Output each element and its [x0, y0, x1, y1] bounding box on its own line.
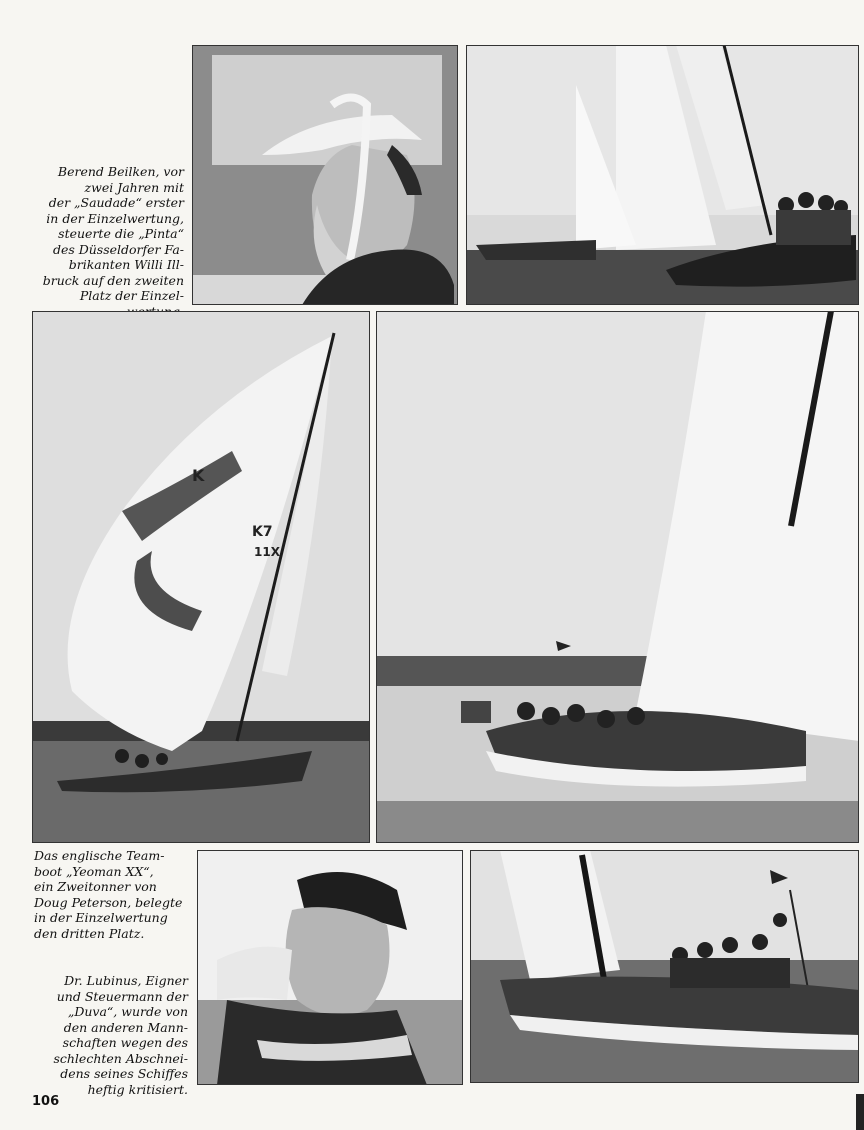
caption-beilken: Berend Beilken, vor zwei Jahren mit der „Saudade“ erster in der Einzelwertung, steuerte die „Pinta“ des Düsseldorfer Fa- brikanten Willi Ill- bruck auf den zweiten Platz der Einzel- [42, 164, 184, 303]
sail-number-2: K7 [252, 524, 273, 540]
sail-number-1: K [192, 466, 205, 485]
photo-yacht-crew-sails [466, 45, 859, 305]
photo-spinnaker-yacht [32, 311, 370, 843]
caption-yeoman: Das englische Team- boot „Yeoman XX“, ein Zweitonner von Doug Peterson, belegte in der Einzelwertung den dritten Platz. [34, 848, 183, 941]
page-edge-mark [856, 1094, 864, 1130]
caption-lubinus: Dr. Lubinus, Eigner und Steuermann der „Duva“, wurde von den anderen Mann- schaften wegen des schlechten Abschnei- dens seines Schiffes heftig kritisiert. [53, 973, 188, 1097]
photo-large-yacht-harbour [376, 311, 859, 843]
photo-portrait-lubinus [197, 850, 463, 1085]
page-number: 106 [32, 1094, 60, 1109]
sail-number-3: 11X [254, 545, 280, 559]
photo-yacht-crew-deck [470, 850, 859, 1083]
photo-portrait-beilken [192, 45, 458, 305]
